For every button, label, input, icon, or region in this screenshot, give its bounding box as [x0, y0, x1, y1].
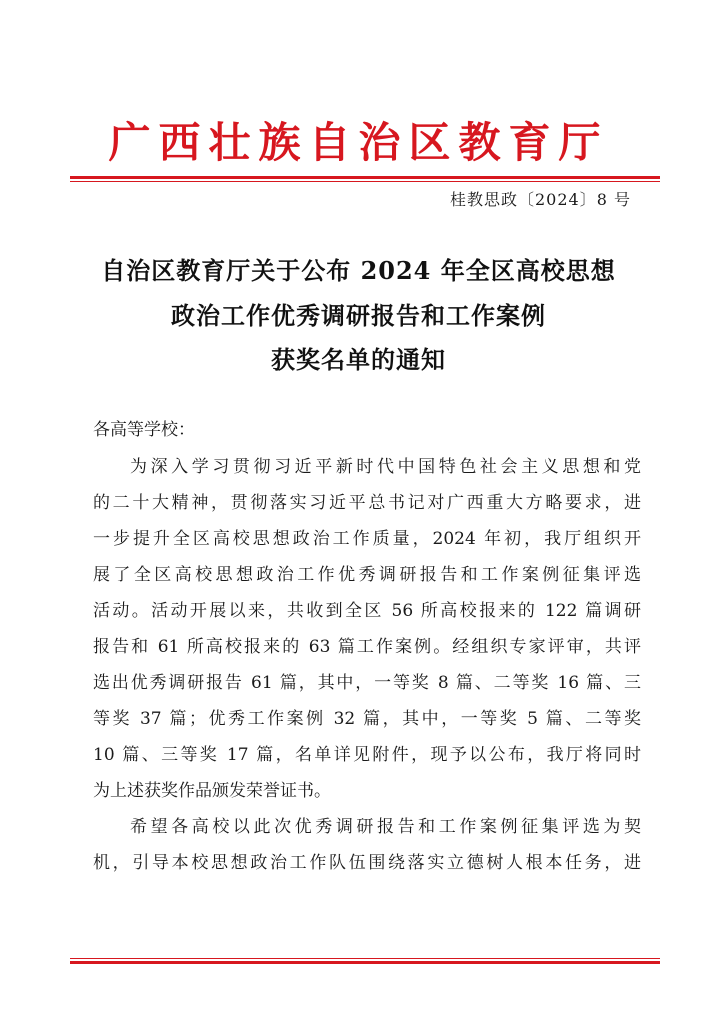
notice-title-line-1: 自治区教育厅关于公布 2024 年全区高校思想: [101, 256, 616, 285]
body-line: 机，引导本校思想政治工作队伍围绕落实立德树人根本任务，进: [93, 853, 641, 873]
body-line: 希望各高校以此次优秀调研报告和工作案例征集评选为契: [130, 817, 641, 837]
footer-red-rule-thick: [70, 961, 660, 964]
header-red-rule-thin: [70, 181, 660, 182]
document-number: 桂教思政〔2024〕8 号: [450, 190, 631, 209]
body-line: 活动。活动开展以来，共收到全区 56 所高校报来的 122 篇调研: [93, 601, 641, 621]
footer-red-rule-thin: [70, 958, 660, 959]
body-line: 等奖 37 篇；优秀工作案例 32 篇，其中，一等奖 5 篇、二等奖: [93, 709, 641, 729]
header-red-rule-thick: [70, 176, 660, 179]
body-line: 报告和 61 所高校报来的 63 篇工作案例。经组织专家评审，共评: [93, 637, 641, 657]
notice-title-line-3: 获奖名单的通知: [271, 345, 446, 374]
salutation: 各高等学校：: [93, 420, 195, 440]
body-line: 一步提升全区高校思想政治工作质量，2024 年初，我厅组织开: [93, 529, 641, 549]
body-line: 为深入学习贯彻习近平新时代中国特色社会主义思想和党: [130, 457, 641, 477]
body-line: 的二十大精神，贯彻落实习近平总书记对广西重大方略要求，进: [93, 493, 641, 513]
body-line: 展了全区高校思想政治工作优秀调研报告和工作案例征集评选: [93, 565, 641, 585]
issuing-authority-title: 广西壮族自治区教育厅: [108, 118, 609, 167]
body-line: 为上述获奖作品颁发荣誉证书。: [93, 781, 331, 801]
body-line: 选出优秀调研报告 61 篇，其中，一等奖 8 篇、二等奖 16 篇、三: [93, 673, 641, 693]
notice-title-line-2: 政治工作优秀调研报告和工作案例: [171, 301, 546, 330]
body-line: 10 篇、三等奖 17 篇，名单详见附件，现予以公布，我厅将同时: [93, 745, 641, 765]
